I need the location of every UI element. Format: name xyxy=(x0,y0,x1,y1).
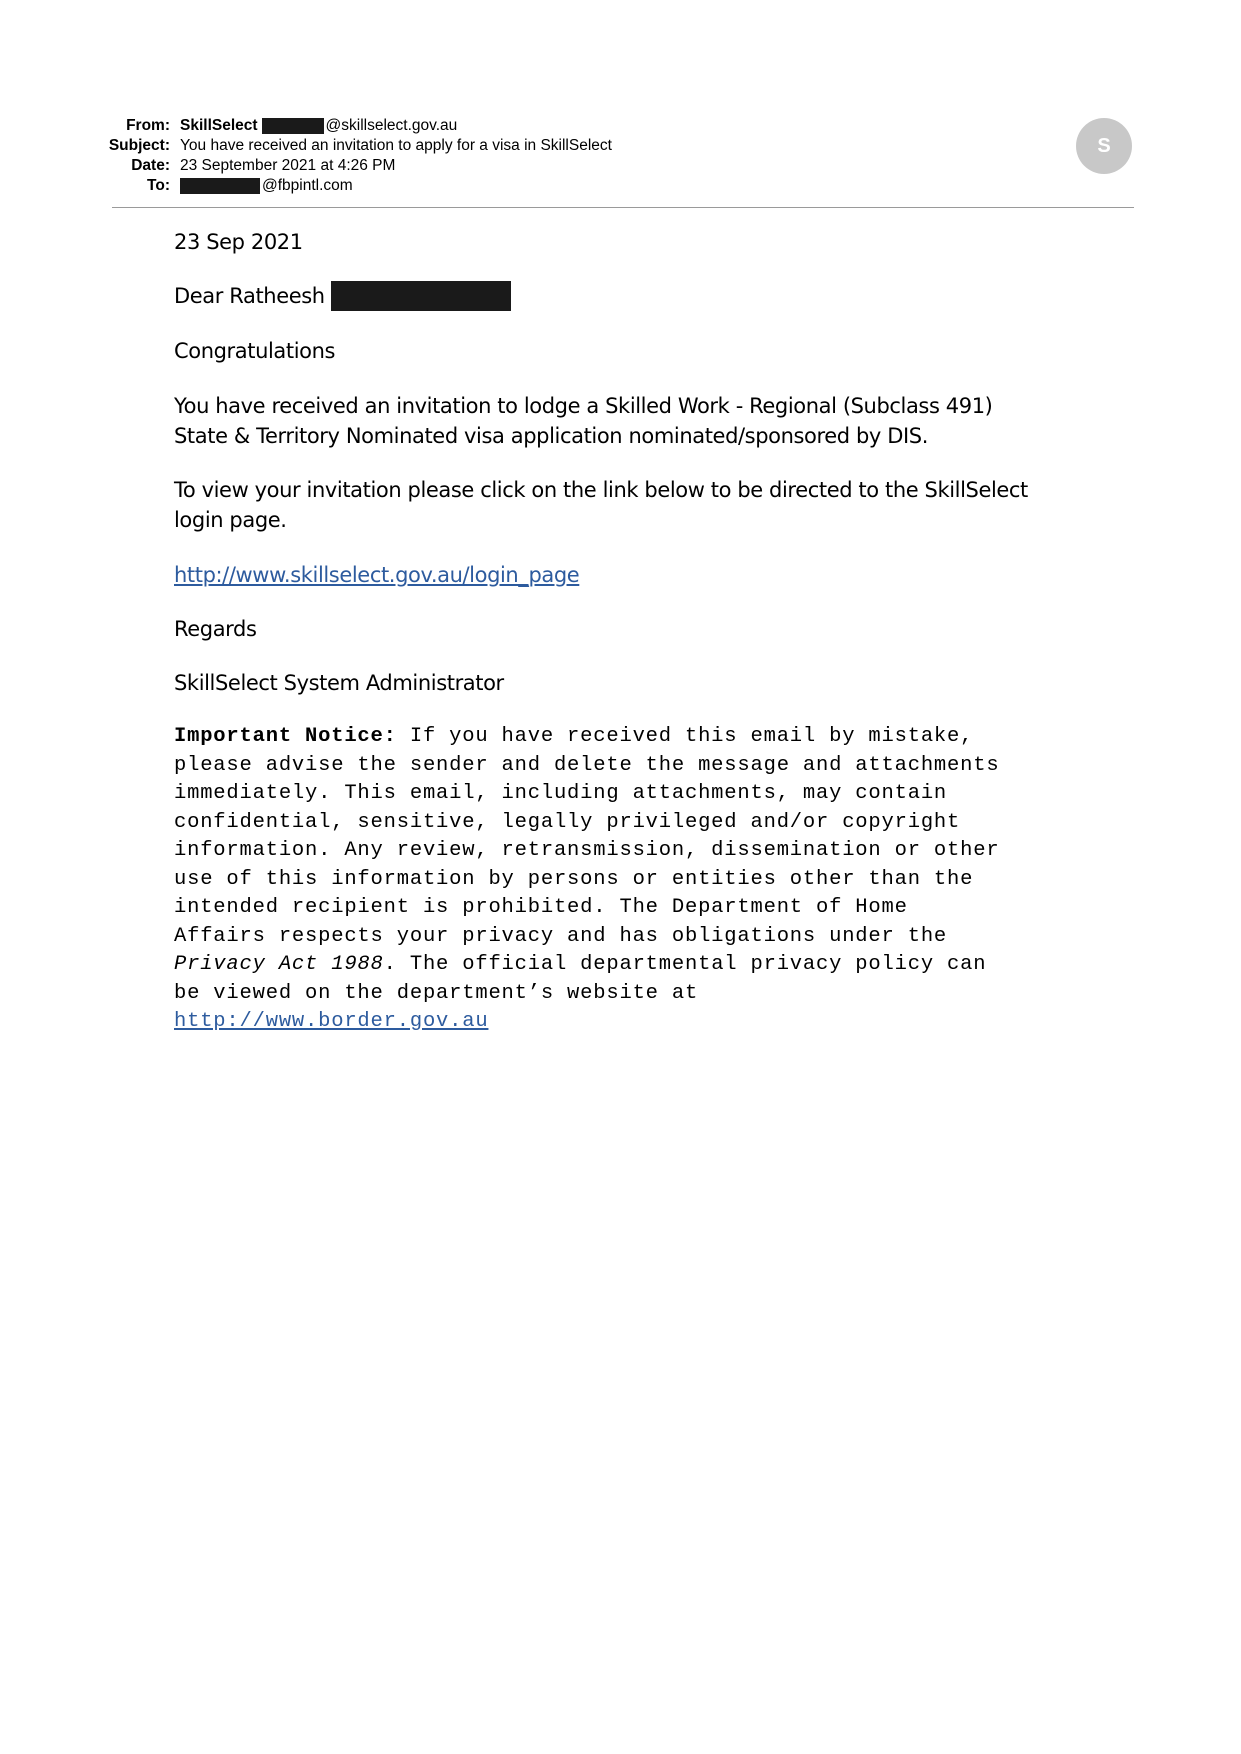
privacy-act-name: Privacy Act 1988 xyxy=(174,953,384,976)
invitation-paragraph xyxy=(174,391,1114,451)
notice-line-8: Affairs respects your privacy and has obligations under the xyxy=(174,924,948,948)
notice-line-10: be viewed on the department’s website at xyxy=(174,981,699,1005)
subject-label: Subject: xyxy=(108,137,170,154)
congratulations: Congratulations xyxy=(174,339,336,363)
redacted-to-address xyxy=(180,178,260,194)
notice-line-7: intended recipient is prohibited. The Department of Home xyxy=(174,896,908,919)
header-divider xyxy=(112,207,1134,208)
sender-avatar: S xyxy=(1076,118,1132,174)
redacted-from-address xyxy=(262,118,324,134)
notice-line-4: confidential, sensitive, legally privileged and/or copyright xyxy=(174,810,961,834)
email-header xyxy=(88,116,612,196)
greeting xyxy=(174,281,1114,311)
view-paragraph xyxy=(174,475,1114,535)
view-line-1: To view your invitation please click on the link below to be directed to the SkillSelect xyxy=(174,478,1028,502)
regards: Regards xyxy=(174,617,257,641)
notice-line-5: information. Any review, retransmission, dissemination or other xyxy=(174,839,1000,862)
login-page-link[interactable]: http://www.skillselect.gov.au/login_page xyxy=(174,563,580,587)
subject-row xyxy=(88,136,612,156)
to-row xyxy=(88,176,612,196)
from-row xyxy=(88,116,612,136)
from-label: From: xyxy=(126,117,170,134)
from-name: SkillSelect xyxy=(180,117,258,134)
date-value: 23 September 2021 at 4:26 PM xyxy=(180,157,396,174)
date-row xyxy=(88,156,612,176)
greeting-text: Dear Ratheesh xyxy=(174,284,325,308)
to-label: To: xyxy=(147,177,170,194)
login-link-paragraph xyxy=(174,560,1114,590)
border-website-link[interactable]: http://www.border.gov.au xyxy=(174,1010,489,1033)
from-value[interactable] xyxy=(180,116,457,136)
to-value[interactable] xyxy=(180,176,353,196)
important-notice xyxy=(174,723,1114,1037)
view-line-2: login page. xyxy=(174,508,287,532)
to-domain: @fbpintl.com xyxy=(262,177,353,194)
notice-line-3: immediately. This email, including attachments, may contain xyxy=(174,782,948,805)
from-domain: @skillselect.gov.au xyxy=(325,117,458,134)
signature: SkillSelect System Administrator xyxy=(174,671,504,695)
body-date: 23 Sep 2021 xyxy=(174,230,303,254)
redacted-surname xyxy=(331,281,511,311)
notice-line-9: . The official departmental privacy policy can xyxy=(383,953,987,976)
notice-line-2: please advise the sender and delete the message and attachments xyxy=(174,753,1000,777)
invitation-line-2: State & Territory Nominated visa application nominated/sponsored by DIS. xyxy=(174,424,928,448)
date-label: Date: xyxy=(131,157,170,174)
notice-heading: Important Notice: xyxy=(174,725,397,748)
notice-line-6: use of this information by persons or entities other than the xyxy=(174,867,974,891)
notice-line-1: If you have received this email by mistake, xyxy=(396,725,974,748)
invitation-line-1: You have received an invitation to lodge a Skilled Work - Regional (Subclass 491) xyxy=(174,394,993,418)
subject-value: You have received an invitation to apply for a visa in SkillSelect xyxy=(180,137,612,154)
